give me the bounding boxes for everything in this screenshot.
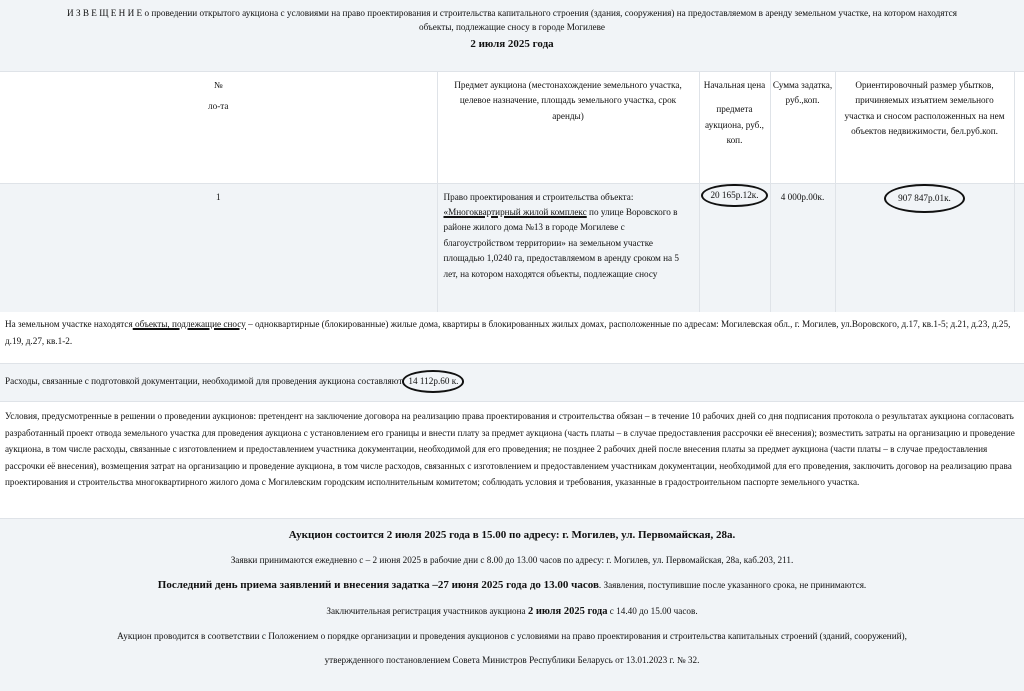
preparation-costs-amount: 14 112р.60 к. — [402, 370, 464, 393]
lot-start-price-cell — [699, 183, 770, 312]
notice-header — [0, 0, 1024, 72]
header-lot-number-label: ло-та — [208, 101, 229, 112]
deadline-line — [0, 577, 1024, 593]
lot-deposit: 4 000р.00к. — [770, 183, 835, 312]
table-row — [0, 183, 1024, 312]
header-start-price-top: Начальная цена — [703, 80, 766, 90]
preparation-costs-text: Расходы, связанные с подготовкой документации, необходимой для проведения аукциона составляют — [5, 376, 403, 386]
notice-title-lead: И З В Е Щ Е Н И Е — [67, 8, 143, 18]
deadline-bold: Последний день приема заявлений и внесения задатка –27 июня 2025 года до 13.00 часов — [157, 579, 599, 591]
final-registration-date: 2 июля 2025 года — [527, 606, 608, 617]
lot-object-name: «Многоквартирный жилой комплекс — [443, 206, 587, 217]
lot-losses-cell — [835, 183, 1014, 312]
lots-table-header — [0, 72, 1024, 183]
header-start-price-bottom: предмета аукциона, руб., коп. — [705, 104, 764, 146]
applications-schedule: Заявки принимаются ежедневно с – 2 июня 2025 в рабочие дни с 8.00 до 13.00 часов по адресу: г. Могилев, ул. Первомайская, 28а, каб.203, 211. — [230, 555, 794, 565]
row-spacer — [1014, 183, 1024, 312]
lot-losses: 907 847р.01к. — [884, 184, 965, 213]
notice-title — [6, 6, 1018, 20]
header-losses: Ориентировочный размер убытков, причиняемых изъятием земельного участка и сносом расположенных на нем объектов недвижимости, бел.руб.коп. — [835, 72, 1014, 183]
legal-basis-line2: утвержденного постановлением Совета Министров Республики Беларусь от 13.01.2023 г. № 32. — [324, 655, 700, 665]
auction-conditions-paragraph: Условия, предусмотренные в решении о проведении аукционов: претендент на заключение договора на реализацию права проектирования и строительства обязан – в течение 10 рабочих дней со дня подписания протокола о результатах аукциона согласовать разработанный проект отвода земельного участка для проведения аукциона с установлением его границы и внести плату за предмет аукциона (часть платы – в случае предоставления рассрочки её внесения); возместить затраты на организацию и проведение аукциона, в том числе расходы, связанные с изготовлением и предоставлением участника документации, необходимой для его проведения; не позднее 2 рабочих дней после внесения платы за предмет аукциона (части платы – в случае предоставления рассрочки её внесения), возмещения затрат на организацию и проведение аукциона, в том числе расходов, связанных с изготовлением и предоставлением участникам документации, необходимой для его проведения, заключить договор на реализацию права проектирования и строительства многоквартирного жилого дома с Могилевским городским исполнительным комитетом; соблюдать условия и требования, указанные в градостроительном паспорте земельного участка. — [0, 402, 1024, 519]
header-deposit: Сумма задатка, руб.,коп. — [770, 72, 835, 183]
notice-date: 2 июля 2025 года — [470, 38, 554, 50]
final-registration — [0, 603, 1024, 620]
land-objects-addresses: – одноквартирные (блокированные) жилые дома, квартиры в блокированных жилых домах, расположенные по адресам: Могилевская обл., г. Могилев, ул.Воровского, д.17, кв.1-5; д.21, д.23, д.25, д.19, д.27, кв.1-2. — [5, 319, 1011, 346]
auction-info-footer — [0, 519, 1024, 691]
header-lot-number-sign: № — [213, 80, 223, 90]
header-lot-number — [0, 72, 437, 183]
land-objects-paragraph — [0, 312, 1024, 364]
final-registration-pre: Заключительная регистрация участников аукциона — [326, 606, 528, 616]
lots-table — [0, 72, 1024, 312]
land-objects-pre: На земельном участке находятся — [5, 319, 133, 329]
lot-subject — [437, 183, 699, 312]
land-objects-underlined: объекты, подлежащие сносу — [132, 319, 246, 329]
auction-date-place: Аукцион состоится 2 июля 2025 года в 15.00 по адресу: г. Могилев, ул. Первомайская, 28а. — [288, 529, 736, 541]
legal-basis-line1: Аукцион проводится в соответствии с Положением о порядке организации и проведения аукционов с условиями на право проектирования и строительства капитальных строений (зданий, сооружений), — [117, 631, 907, 641]
notice-title-rest: о проведении открытого аукциона с условиями на право проектирования и строительства капитального строения (здания, сооружения) на предоставляемом в аренду земельном участке, на котором находятся — [144, 8, 957, 18]
header-subject: Предмет аукциона (местонахождение земельного участка, целевое назначение, площадь земельного участка, срок аренды) — [437, 72, 699, 183]
notice-title-line2: объекты, подлежащие сносу в городе Могилеве — [418, 22, 605, 32]
preparation-costs-paragraph — [0, 364, 1024, 402]
lot-start-price: 20 165р.12к. — [701, 184, 767, 207]
lot-subject-intro: Право проектирования и строительства объекта: — [443, 191, 634, 202]
header-start-price — [699, 72, 770, 183]
lot-subject-details: по улице Воровского в районе жилого дома №13 в городе Могилеве с благоустройством территории» на земельном участке площадью 1,0240 га, предоставляемом в аренду сроком на 5 лет, на котором находятся объекты, подлежащие сносу — [443, 206, 680, 279]
header-spacer — [1014, 72, 1024, 183]
lot-number: 1 — [0, 183, 437, 312]
deadline-rest: . Заявления, поступившие после указанного срока, не принимаются. — [598, 580, 867, 590]
final-registration-time: с 14.40 до 15.00 часов. — [607, 606, 698, 616]
